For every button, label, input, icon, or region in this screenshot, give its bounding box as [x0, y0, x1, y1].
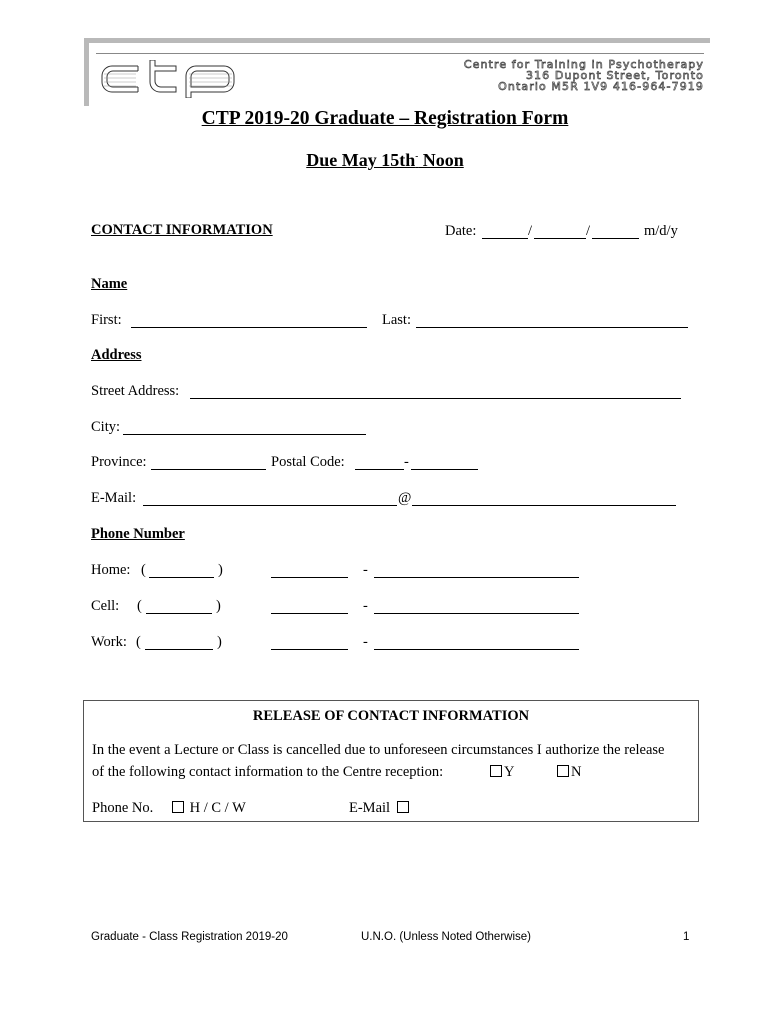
date-format-hint: m/d/y [644, 223, 678, 239]
centre-address [464, 59, 704, 92]
release-email-label: E-Mail [349, 800, 391, 816]
phone-checkbox[interactable] [172, 801, 184, 813]
open-paren: ( [136, 634, 141, 650]
first-name-field[interactable] [131, 327, 367, 328]
name-heading: Name [91, 276, 128, 292]
date-label: Date: [445, 223, 477, 239]
open-paren: ( [137, 598, 142, 614]
letterhead-rule [96, 53, 704, 54]
street-address-field[interactable] [190, 398, 681, 399]
phone-dash: - [363, 598, 368, 614]
release-section [83, 700, 699, 822]
release-phone-option[interactable] [172, 800, 246, 817]
cell-phone-label: Cell: [91, 598, 120, 614]
last-name-field[interactable] [416, 327, 688, 328]
yes-checkbox[interactable] [490, 765, 502, 777]
date-day-field[interactable] [534, 238, 586, 239]
release-title: RELEASE OF CONTACT INFORMATION [252, 708, 530, 724]
contact-heading: CONTACT INFORMATION [91, 222, 273, 238]
email-label: E-Mail: [91, 490, 137, 506]
no-checkbox[interactable] [557, 765, 569, 777]
address-line: 316 Dupont Street, Toronto [525, 69, 704, 82]
phone-options-label: H / C / W [189, 800, 246, 816]
last-name-label: Last: [382, 312, 411, 328]
letterhead [84, 38, 710, 106]
province-label: Province: [91, 454, 147, 470]
work-number-field[interactable] [374, 649, 579, 650]
postal-code-part1-field[interactable] [355, 469, 404, 470]
no-label: N [571, 764, 582, 780]
home-phone-label: Home: [91, 562, 131, 578]
yes-label: Y [504, 764, 515, 780]
date-month-field[interactable] [482, 238, 528, 239]
letterhead-left-border [84, 38, 89, 106]
phone-heading: Phone Number [91, 526, 185, 542]
address-line: Centre for Training in Psychotherapy [463, 58, 704, 71]
page-number: 1 [683, 931, 690, 943]
release-phone-label: Phone No. [92, 800, 154, 816]
postal-code-part2-field[interactable] [411, 469, 478, 470]
date-year-field[interactable] [592, 238, 639, 239]
email-domain-field[interactable] [412, 505, 676, 506]
postal-code-separator: - [404, 454, 409, 470]
work-phone-label: Work: [91, 634, 127, 650]
email-checkbox[interactable] [397, 801, 409, 813]
phone-dash: - [363, 634, 368, 650]
date-separator: / [528, 223, 533, 239]
close-paren: ) [216, 598, 221, 614]
email-user-field[interactable] [143, 505, 397, 506]
city-label: City: [91, 419, 121, 435]
due-superscript: - [415, 151, 419, 161]
cell-prefix-field[interactable] [271, 613, 348, 614]
ctp-logo [98, 60, 258, 98]
open-paren: ( [141, 562, 146, 578]
work-area-code-field[interactable] [145, 649, 213, 650]
home-area-code-field[interactable] [149, 577, 214, 578]
phone-dash: - [363, 562, 368, 578]
release-text-line2: of the following contact information to the Centre reception: [92, 764, 444, 780]
due-text: Due May 15th [306, 150, 416, 170]
footer-center: U.N.O. (Unless Noted Otherwise) [361, 931, 531, 943]
letterhead-top-border [84, 38, 710, 43]
postal-code-label: Postal Code: [271, 454, 345, 470]
due-date [0, 150, 770, 171]
work-prefix-field[interactable] [271, 649, 348, 650]
street-address-label: Street Address: [91, 383, 180, 399]
province-field[interactable] [151, 469, 266, 470]
address-line: Ontario M5R 1V9 416-964-7919 [498, 80, 704, 93]
city-field[interactable] [123, 434, 366, 435]
release-yes-option[interactable] [490, 764, 514, 781]
cell-area-code-field[interactable] [146, 613, 212, 614]
form-title: CTP 2019-20 Graduate – Registration Form [201, 108, 569, 129]
close-paren: ) [218, 562, 223, 578]
footer-left: Graduate - Class Registration 2019-20 [91, 931, 288, 943]
due-tail: Noon [418, 150, 464, 170]
cell-number-field[interactable] [374, 613, 579, 614]
release-text-line1: In the event a Lecture or Class is cancelled due to unforeseen circumstances I authorize the release [92, 742, 665, 758]
release-email-option[interactable] [349, 800, 411, 817]
release-no-option[interactable] [557, 764, 581, 781]
first-name-label: First: [91, 312, 122, 328]
home-prefix-field[interactable] [271, 577, 348, 578]
address-heading: Address [91, 347, 142, 363]
home-number-field[interactable] [374, 577, 579, 578]
close-paren: ) [217, 634, 222, 650]
email-at-sign: @ [398, 490, 412, 506]
date-separator: / [586, 223, 591, 239]
